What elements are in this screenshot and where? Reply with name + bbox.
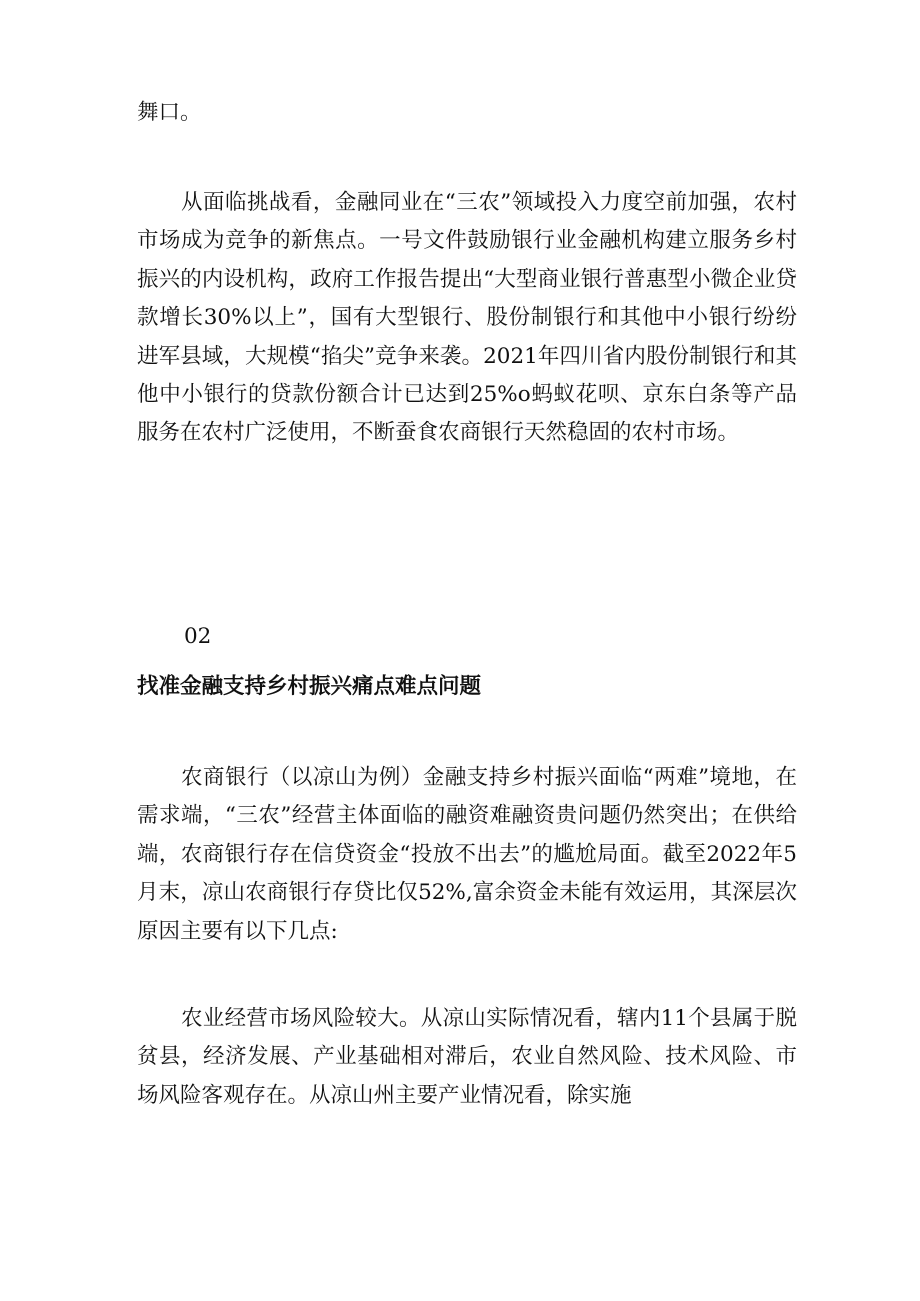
paragraph-two-difficulties: 农商银行（以凉山为例）金融支持乡村振兴面临“两难”境地，在需求端，“三农”经营主体面临的融资难融资贵问题仍然突出；在供给端，农商银行存在信贷资金“投放不出去”的尴尬局面。截至2022年5月末，凉山农商银行存贷比仅52%,富余资金未能有效运用，其深层次原因主要有以下几点: [137,765,797,944]
paragraph-fragment-top: 舞口。 [137,100,202,125]
paragraph-challenges: 从面临挑战看，金融同业在“三农”领域投入力度空前加强，农村市场成为竞争的新焦点。一号文件鼓励银行业金融机构建立服务乡村振兴的内设机构，政府工作报告提出“大型商业银行普惠型小微企业贷款增长30%以上”，国有大型银行、股份制银行和其他中小银行纷纷进军县域，大规模“掐尖”竞争来袭。2021年四川省内股份制银行和其他中小银行的贷款份额合计已达到25%o蚂蚁花呗、京东白条等产品服务在农村广泛使用，不断蚕食农商银行天然稳固的农村市场。 [137,190,797,446]
paragraph-market-risk: 农业经营市场风险较大。从凉山实际情况看，辖内11个县属于脱贫县，经济发展、产业基础相对滞后，农业自然风险、技术风险、市场风险客观存在。从凉山州主要产业情况看，除实施 [137,1006,797,1108]
section-number: 02 [184,624,212,649]
section-title: 找准金融支持乡村振兴痛点难点问题 [137,674,482,699]
